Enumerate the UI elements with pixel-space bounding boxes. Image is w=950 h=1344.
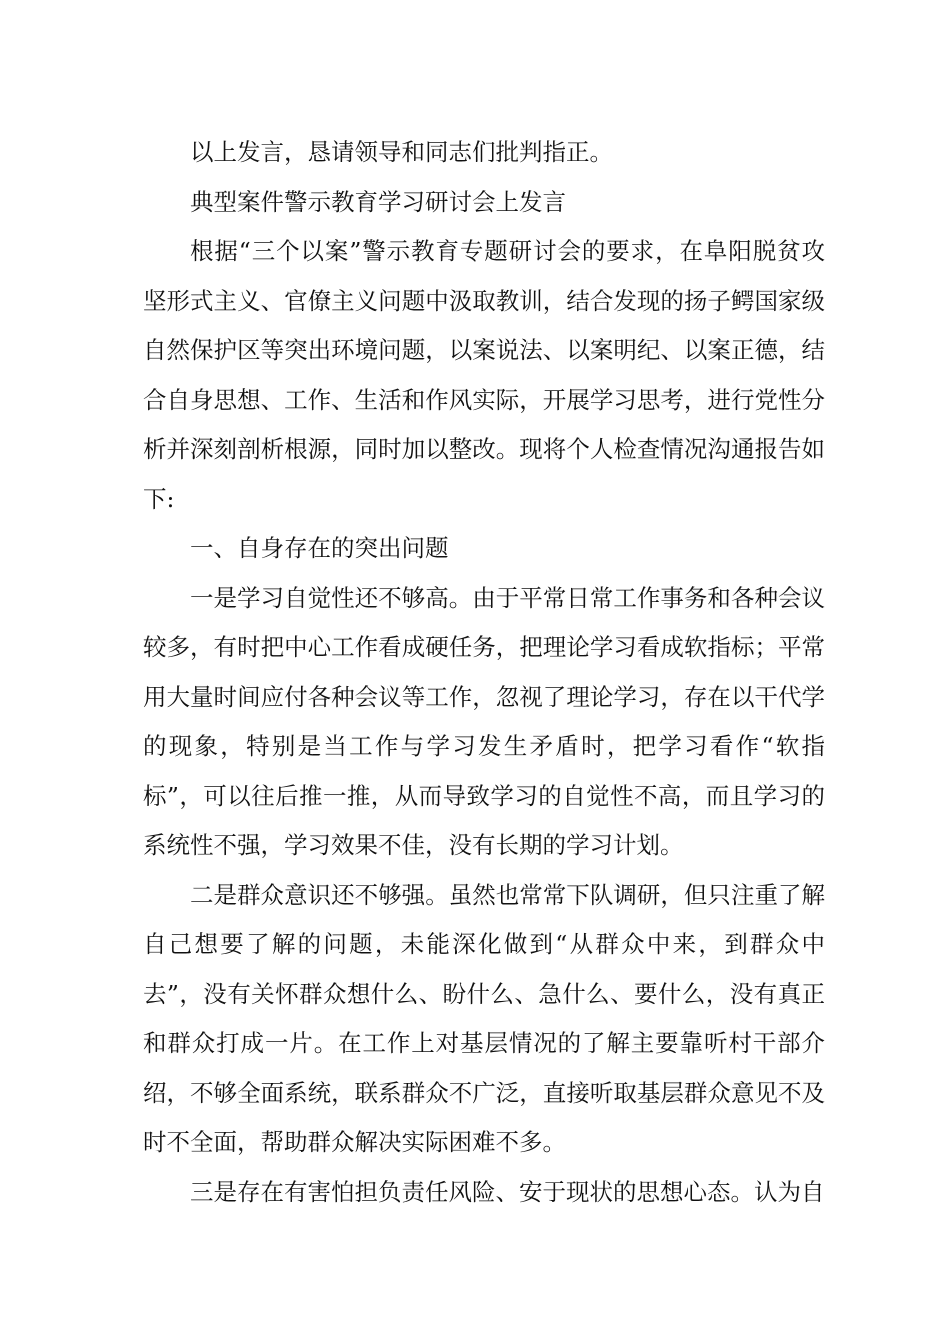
issue-three-paragraph: 三是存在有害怕担负责任风险、安于现状的思想心态。认为自 bbox=[190, 1177, 825, 1206]
issue-two-paragraph: 二是群众意识还不够强。虽然也常常下队调研，但只注重了解自己想要了解的问题，未能深化做到“从群众中来，到群众中去”，没有关怀群众想什么、盼什么、急什么、要什么，没有真正和群众打成一片。在工作上对基层情况的了解主要靠听村干部介绍，不够全面系统，联系群众不广泛，直接听取基层群众意见不及时不全面，帮助群众解决实际困难不多。 bbox=[143, 880, 825, 1156]
section-heading: 一、自身存在的突出问题 bbox=[190, 534, 449, 562]
closing-remark-paragraph: 以上发言，恳请领导和同志们批判指正。 bbox=[190, 138, 613, 166]
issue-one-paragraph: 一是学习自觉性还不够高。由于平常日常工作事务和各种会议较多，有时把中心工作看成硬任务，把理论学习看成软指标；平常用大量时间应付各种会议等工作，忽视了理论学习，存在以干代学的现象，特别是当工作与学习发生矛盾时，把学习看作“软指标”，可以往后推一推，从而导致学习的自觉性不高，而且学习的系统性不强，学习效果不佳，没有长期的学习计划。 bbox=[143, 583, 825, 859]
intro-paragraph: 根据“三个以案”警示教育专题研讨会的要求，在阜阳脱贫攻坚形式主义、官僚主义问题中汲取教训，结合发现的扬子鳄国家级自然保护区等突出环境问题，以案说法、以案明纪、以案正德，结合自身思想、工作、生活和作风实际，开展学习思考，进行党性分析并深刻剖析根源，同时加以整改。现将个人检查情况沟通报告如下: bbox=[143, 237, 825, 513]
speech-title-paragraph: 典型案件警示教育学习研讨会上发言 bbox=[190, 187, 566, 216]
document-body bbox=[143, 128, 825, 1217]
